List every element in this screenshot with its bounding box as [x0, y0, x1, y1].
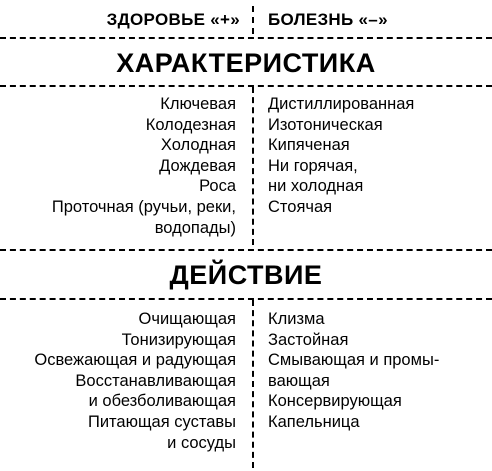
list-item: Колодезная	[145, 115, 236, 134]
list-item: Ключевая	[160, 95, 236, 113]
list-item: Кипяченая	[268, 136, 350, 155]
list-item: Застойная	[268, 330, 349, 349]
section-title-characteristics: ХАРАКТЕРИСТИКА	[116, 48, 376, 78]
list-item: Стоячая	[268, 197, 333, 216]
list-item: Капельница	[268, 412, 360, 431]
action-column-divider	[252, 300, 254, 468]
list-item: водопады)	[154, 218, 236, 237]
list-item: Смывающая и промы-	[268, 351, 440, 370]
list-item: Восстанавливающая	[75, 371, 236, 390]
list-item: Ни горячая,	[268, 156, 358, 175]
characteristics-column-divider	[252, 87, 254, 245]
list-item: Клизма	[268, 310, 325, 328]
health-column-header: ЗДОРОВЬЕ «+»	[106, 10, 240, 29]
list-item: Тонизирующая	[121, 330, 236, 349]
list-item: Дождевая	[159, 156, 236, 175]
table-header	[0, 6, 492, 34]
header-divider	[0, 37, 492, 39]
list-item: Изотоническая	[268, 115, 383, 134]
characteristics-illness-list	[268, 94, 414, 218]
action-top-divider	[0, 249, 492, 251]
list-item: Консервирующая	[268, 392, 402, 411]
list-item: и сосуды	[167, 433, 236, 452]
list-item: вающая	[268, 371, 330, 390]
list-item: Питающая суставы	[87, 412, 236, 431]
action-health-list	[34, 309, 236, 453]
list-item: Холодная	[160, 136, 236, 155]
section-title-action: ДЕЙСТВИЕ	[169, 260, 323, 290]
list-item: Освежающая и радующая	[34, 351, 236, 370]
list-item: Дистиллированная	[268, 95, 415, 113]
action-divider	[0, 298, 492, 300]
characteristics-health-list	[52, 94, 236, 238]
list-item: Роса	[199, 177, 236, 196]
list-item: Проточная (ручьи, реки,	[51, 197, 236, 216]
action-illness-list	[268, 309, 439, 433]
characteristics-divider	[0, 85, 492, 87]
list-item: ни холодная	[268, 177, 364, 196]
list-item: Очищающая	[138, 310, 236, 328]
illness-column-header: БОЛЕЗНЬ «–»	[268, 10, 388, 29]
header-column-divider	[252, 6, 254, 34]
list-item: и обезболивающая	[88, 392, 236, 411]
